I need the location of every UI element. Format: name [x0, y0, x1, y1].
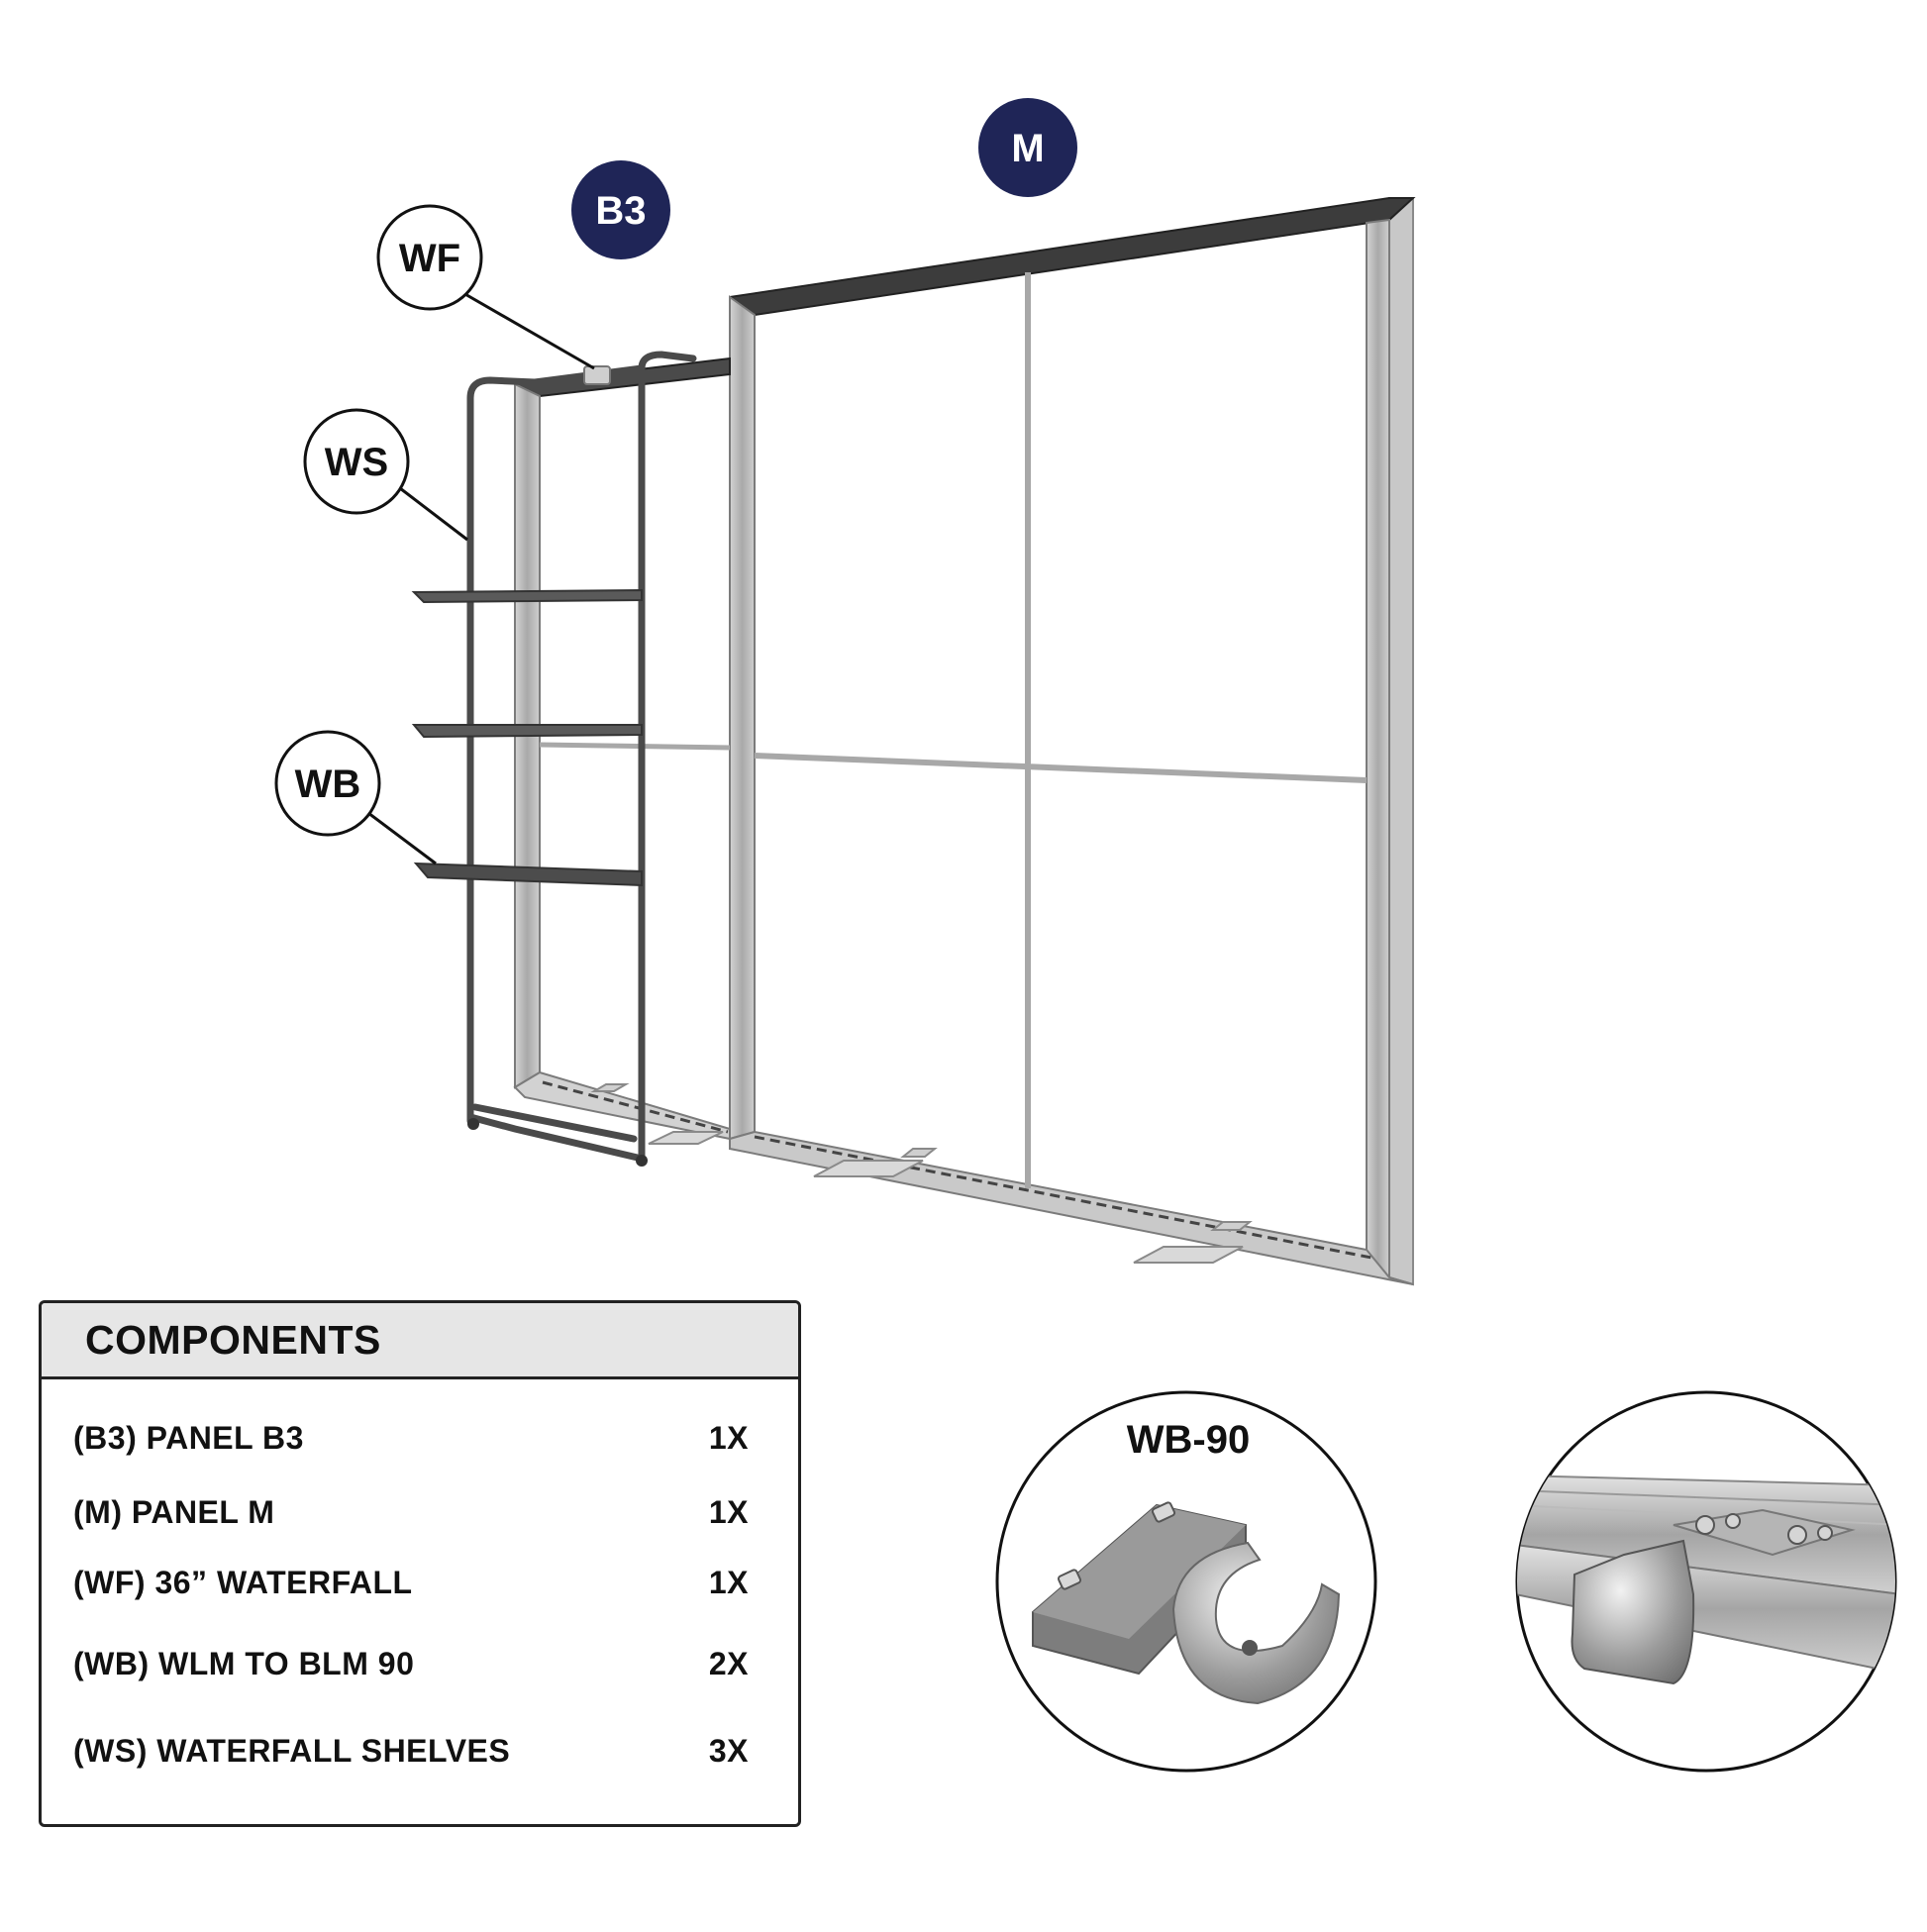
callout-wb: [276, 732, 379, 835]
badge-m-label: M: [1011, 127, 1045, 170]
component-qty: 2X: [708, 1646, 749, 1681]
foot-front: [636, 1155, 648, 1167]
component-row: [73, 1565, 749, 1601]
component-row: [73, 1646, 749, 1682]
component-row: [73, 1420, 749, 1457]
component-row: [73, 1733, 749, 1770]
components-table: [39, 1300, 801, 1827]
callout-wf-label: WF: [398, 237, 461, 280]
foot-rear: [467, 1118, 479, 1130]
badge-b3-label: B3: [595, 189, 647, 233]
component-row: [73, 1494, 749, 1531]
component-qty: 3X: [708, 1733, 749, 1769]
callout-wb-label: WB: [294, 763, 361, 806]
panel-b3-frame: [515, 358, 730, 1144]
callout-ws-label: WS: [324, 441, 389, 484]
component-qty: 1X: [708, 1420, 749, 1456]
component-label: (M) PANEL M: [73, 1494, 275, 1530]
badge-b3: [571, 160, 670, 259]
component-label: (WF) 36” WATERFALL: [73, 1565, 413, 1600]
wb90-detail-title: WB-90: [1126, 1418, 1251, 1462]
badge-m: [978, 98, 1077, 197]
detail-connector: [1515, 1392, 1901, 1771]
components-title: COMPONENTS: [42, 1303, 798, 1379]
panel-m-frame: [730, 198, 1413, 1284]
component-qty: 1X: [708, 1494, 749, 1530]
waterfall-unit: [470, 355, 693, 1159]
component-qty: 1X: [708, 1565, 749, 1600]
component-label: (WB) WLM TO BLM 90: [73, 1646, 415, 1681]
component-label: (WS) WATERFALL SHELVES: [73, 1733, 511, 1769]
waterfall-clamp: [584, 366, 610, 384]
callout-ws: [305, 410, 408, 513]
component-label: (B3) PANEL B3: [73, 1420, 304, 1456]
callout-wf: [378, 206, 481, 309]
